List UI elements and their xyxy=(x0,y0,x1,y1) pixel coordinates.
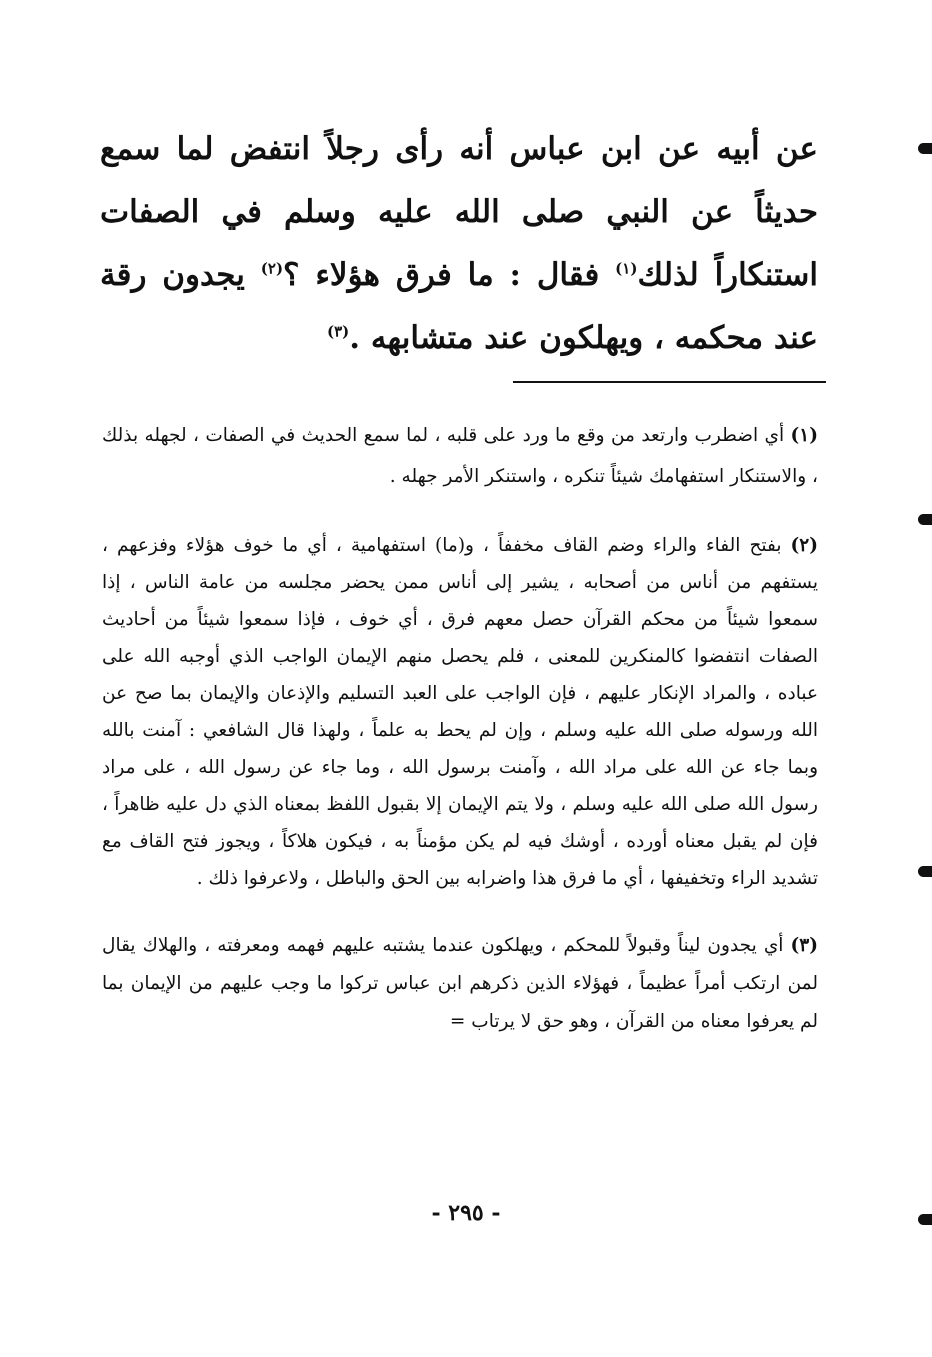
footnote-2-number: (٢) xyxy=(790,535,818,556)
footnote-2-text: بفتح الفاء والراء وضم القاف مخففاً ، و(ما) استفهامية ، أي ما خوف هؤلاء وفزعهم ، يستفهم من أناس من أصحابه ، يشير إلى أناس ممن يحضر مجلسه من عامة الناس ، إذا سمعوا شيئاً من محكم القرآن حصل معهم فرق ، أي خوف ، فإذا سمعوا شيئاً من أحاديث الصفات انتفضوا كالمنكرين للمعنى ، فلم يحصل منهم الإيمان الواجب الذي أوجبه الله على عباده ، والمراد الإنكار عليهم ، فإن الواجب على العبد التسليم والإذعان والإيمان بما صح عن الله ورسوله صلى الله عليه وسلم ، وإن لم يحط به علماً ، ولهذا قال الشافعي : آمنت بالله وبما جاء عن الله على مراد الله ، وآمنت برسول الله ، وما جاء عن رسول الله ، على مراد رسول الله صلى الله عليه وسلم ، ولا يتم الإيمان إلا بقبول اللفظ بمعناه الذي دل عليه ظاهراً ، فإن لم يقبل معناه أورده ، أوشك فيه لم يكن مؤمناً به ، فيكون هلاكاً ، ويجوز فتح القاف مع تشديد الراء وتخفيفها ، أي ما فرق هذا واضرابه بين الحق والباطل ، ولاعرفوا ذلك . xyxy=(102,535,818,889)
footnote-3-text: أي يجدون ليناً وقبولاً للمحكم ، ويهلكون عندما يشتبه عليهم فهمه ومعرفته ، والهلاك يقال لمن ارتكب أمراً عظيماً ، فهؤلاء الذين ذكرهم ابن عباس تركوا ما وجب عليهم من الإيمان بما لم يعرفوا معناه من القرآن ، وهو حق لا يرتاب = xyxy=(102,935,818,1032)
footnote-1-number: (١) xyxy=(790,425,818,446)
page-number: - ٢٩٥ - xyxy=(431,1200,501,1226)
main-text-part-1: عن أبيه عن ابن عباس أنه رأى رجلاً انتفض لما سمع حديثاً عن النبي صلى الله عليه وسلم في الصفات استنكاراً لذلك xyxy=(100,131,819,293)
footnotes xyxy=(102,415,818,1041)
footnote-1-text: أي اضطرب وارتعد من وقع ما ورد على قلبه ، لما سمع الحديث في الصفات ، لجهله بذلك ، والاستنكار استفهامك شيئاً تنكره ، واستنكر الأمر جهله . xyxy=(102,425,818,487)
main-text xyxy=(100,118,818,370)
page-edge-mark xyxy=(918,866,932,877)
page-edge-mark xyxy=(918,514,932,525)
footnote-separator xyxy=(513,381,826,383)
footnote-3 xyxy=(102,927,818,1041)
footnote-3-number: (٣) xyxy=(790,935,818,956)
footnote-1 xyxy=(102,415,818,497)
footnote-2 xyxy=(102,527,818,897)
footnote-ref-2: (٢) xyxy=(260,259,284,278)
main-text-part-3: يجدون رقة عند محكمه ، ويهلكون عند متشابهه . xyxy=(100,257,818,356)
footnote-ref-3: (٣) xyxy=(326,322,350,341)
footnote-ref-1: (١) xyxy=(615,259,638,278)
page-edge-mark xyxy=(918,1214,932,1225)
main-paragraph xyxy=(100,118,818,370)
main-text-part-2: فقال : ما فرق هؤلاء ؟ xyxy=(283,257,616,293)
page-edge-mark xyxy=(918,143,932,154)
